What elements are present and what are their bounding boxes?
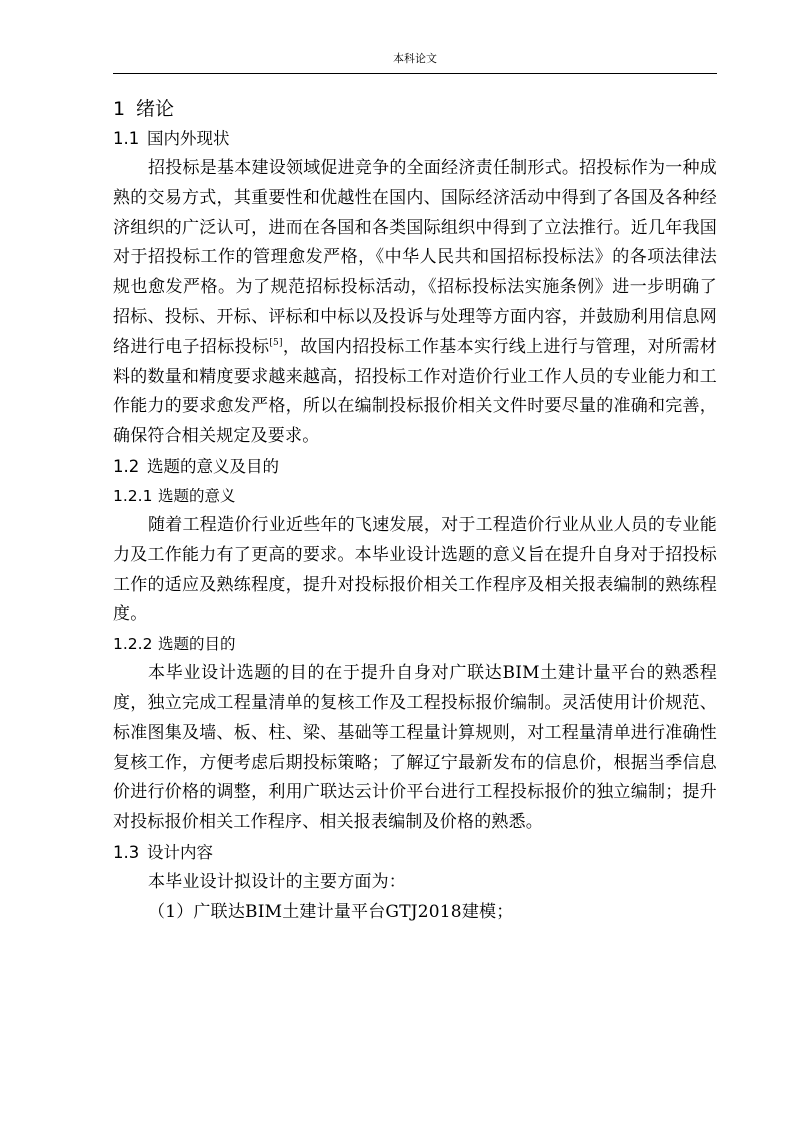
paragraph-text-continued: ，故国内招投标工作基本实行线上进行与管理，对所需材料的数量和精度要求越来越高，招投标工作对造价行业工作人员的专业能力和工作能力的要求愈发严格，所以在编制投标报价相关文件时要尽量的准确和完善，确保符合相关规定及要求。: [113, 336, 717, 447]
header-rule: [113, 73, 717, 74]
paragraph-text: 招投标是基本建设领域促进竞争的全面经济责任制形式。招投标作为一种成熟的交易方式，其重要性和优越性在国内、国际经济活动中得到了各国及各种经济组织的广泛认可，进而在各国和各类国际组织中得到了立法推行。近几年我国对于招投标工作的管理愈发严格，《中华人民共和国招标投标法》的各项法律法规也愈发严格。为了规范招标投标活动，《招标投标法实施条例》进一步明确了招标、投标、开标、评标和中标以及投诉与处理等方面内容，并鼓励利用信息网络进行电子招标投标: [113, 158, 717, 357]
chapter-title: 绪论: [136, 98, 175, 120]
subsection-title: 选题的目的: [158, 635, 236, 654]
list-item-1: （1）广联达BIM土建计量平台GTJ2018建模；: [148, 901, 514, 922]
chapter-heading: [113, 94, 717, 124]
section-title: 设计内容: [147, 842, 213, 862]
section-heading-1-1: [113, 124, 717, 154]
paragraph-design-intro: 本毕业设计拟设计的主要方面为：: [148, 871, 406, 892]
subsection-number: 1.2.2: [113, 635, 153, 654]
section-number: 1.3: [113, 842, 140, 862]
subsection-title: 选题的意义: [158, 486, 236, 505]
subsection-heading-1-2-2: [113, 630, 717, 659]
subsection-number: 1.2.1: [113, 486, 153, 505]
section-number: 1.2: [113, 456, 140, 476]
section-heading-1-3: [113, 838, 717, 868]
paragraph-purpose: 本毕业设计选题的目的在于提升自身对广联达BIM土建计量平台的熟悉程度，独立完成工程量清单的复核工作及工程投标报价编制。灵活使用计价规范、标准图集及墙、板、柱、梁、基础等工程量计算规则，对工程量清单进行准确性复核工作，方便考虑后期投标策略；了解辽宁最新发布的信息价，根据当季信息价进行价格的调整，利用广联达云计价平台进行工程投标报价的独立编制；提升对投标报价相关工作程序、相关报表编制及价格的熟悉。: [113, 663, 717, 833]
paragraph-current-status: [113, 154, 717, 452]
citation: [5]: [269, 337, 283, 348]
section-number: 1.1: [113, 129, 140, 148]
section-title: 国内外现状: [147, 129, 230, 148]
page-header: 本科论文: [393, 52, 437, 65]
document-body: [113, 94, 717, 928]
chapter-number: 1: [113, 98, 126, 120]
section-title: 选题的意义及目的: [147, 456, 279, 476]
section-heading-1-2: [113, 452, 717, 482]
paragraph-significance: 随着工程造价行业近些年的飞速发展，对于工程造价行业从业人员的专业能力及工作能力有了更高的要求。本毕业设计选题的意义旨在提升自身对于招投标工作的适应及熟练程度，提升对投标报价相关工作程序及相关报表编制的熟练程度。: [113, 514, 717, 625]
subsection-heading-1-2-1: [113, 482, 717, 511]
